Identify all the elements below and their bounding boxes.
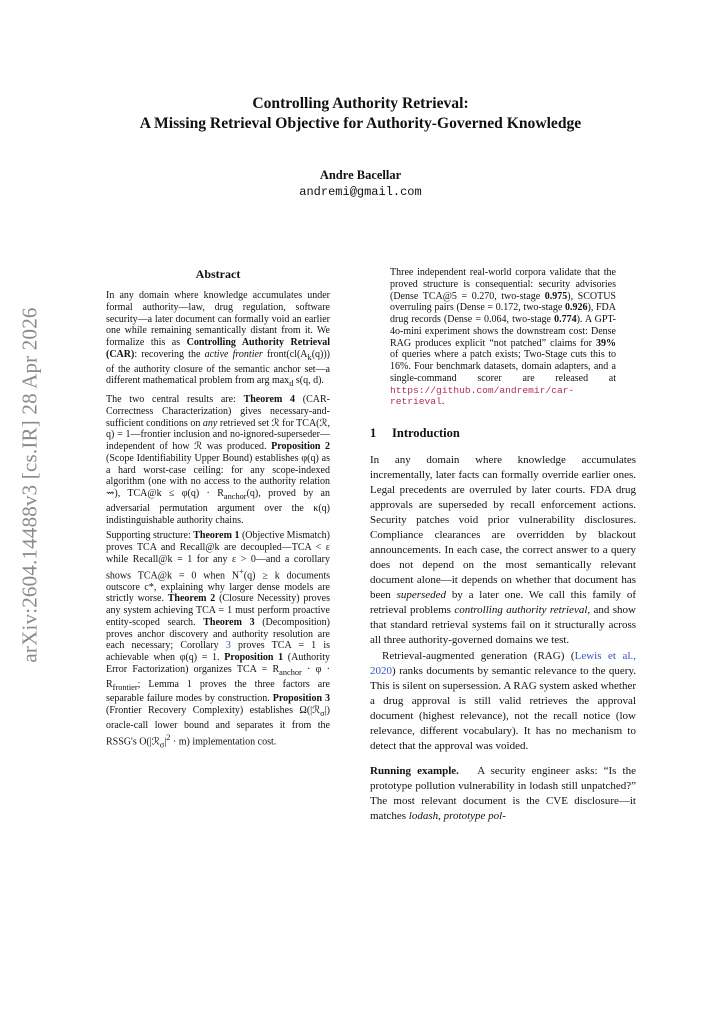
abstract-paragraph-4: Three independent real-world corpora validate that the proved structure is consequential: security advisories (Dense TCA@5 = 0.270, two-stage 0.975), SCOTUS overruling pairs (Dense = 0.172, two-stage 0.926), FDA drug records (Dense = 0.064, two-stage 0.774). A GPT-4o-mini experiment shows the downstream cost: Dense RAG produces explicit “not patched” claims for 39% of queries where a patch exists; Two-Stage cuts this to 16%. Four benchmark datasets, domain adapters, and a single-command scorer are released at https://github.com/andremir/car-retrieval. <box>390 267 616 408</box>
left-column <box>106 267 330 755</box>
title-line-2: A Missing Retrieval Objective for Authority-Governed Knowledge <box>139 115 582 132</box>
running-example-paragraph: Running example. A security engineer asks: “Is the prototype pollution vulnerability in lodash still unpatched?” The most relevant document is the CVE disclosure—it matches lodash, prototype pol- <box>370 765 636 822</box>
abstract-paragraph-1: In any domain where knowledge accumulates under formal authority—law, drug regulation, software security—a later document can formally void an earlier one while remaining semantically distant from it. We formalize this as Controlling Authority Retrieval (CAR): recovering the active frontier $front(cl(A_k(q)))$ of the authority closure of the semantic anchor set—a different mathematical problem from arg $\max_d s(q$, d). <box>106 290 331 389</box>
running-example-label: Running example. <box>370 765 459 777</box>
repository-link[interactable]: https://github.com/andremir/car-retrieval <box>390 384 575 408</box>
citation-lewis-2020[interactable]: Lewis et al., 2020 <box>370 650 636 677</box>
author-email: andremi@gmail.com <box>299 185 422 199</box>
arxiv-watermark <box>14 305 46 665</box>
intro-paragraph-1: In any domain where knowledge accumulates incrementally, later facts can formally override earlier ones. Legal precedents are overruled by later courts. FDA drug approvals are superseded by recall enforcement actions. Security patches void prior vulnerability disclosures. Compliance clearances are overridden by blackout announcements. In each case, the correct answer to a query does not depend on the most semantically relevant document alone—it depends on whether that document has been superseded by a later one. We call this family of retrieval problems controlling authority retrieval, and show that standard retrieval systems fail on it structurally across all three authority-governed domains we test. <box>370 454 637 646</box>
introduction-body <box>370 453 636 824</box>
corollary-link[interactable]: 3 <box>225 640 231 652</box>
intro-paragraph-2: Retrieval-augmented generation (RAG) (Lewis et al., 2020) ranks documents by semantic relevance to the query. This is silent on supersession. A RAG system asked whether a drug approval is still valid retrieves the approval document (highest relevance), not the recall notice (low relevance, different vocabulary). It has no mechanism to detect that the approval was voided. <box>370 650 636 752</box>
title-line-1: Controlling Authority Retrieval: <box>252 95 469 112</box>
section-number: 1 <box>370 426 377 440</box>
section-title: Introduction <box>392 426 460 440</box>
abstract-paragraph-3: Supporting structure: Theorem 1 (Objective Mismatch) proves TCA and Recall@k are decoupled—TCA < ε while Recall@k = 1 for any ε > 0—and a corollary shows TCA@k = 0 when N+(q) ≥ k documents outscore c*, explaining why larger dense models are strictly worse. Theorem 2 (Closure Necessity) proves any system achieving TCA = 1 must perform proactive entity-scoped search. Theorem 3 (Decomposition) proves anchor discovery and authority resolution are each necessary; Corollary 3 proves TCA = 1 is achievable when φ(q) = 1. Proposition 1 (Authority Error Factorization) organizes TCA = $R_{anchor} \cdot \varphi \cdot R_{frontier}$; Lemma 1 proves the three factors are separable failure modes by construction. Proposition 3 (Frontier Recovery Complexity) establishes Ω(|ℛ$_\sigma$|) oracle-call lower bound and separates it from the RSSG's $O(|ℛ_\sigma|^2 \cdot m)$ implementation cost. <box>106 530 331 749</box>
author-name: Andre Bacellar <box>319 168 402 182</box>
right-column <box>370 267 636 824</box>
section-heading-introduction <box>370 426 636 441</box>
arxiv-id: arXiv:2604.14488v3 [cs.IR] 28 Apr 2026 <box>17 307 42 663</box>
abstract-heading: Abstract <box>195 267 241 281</box>
abstract-paragraph-2: The two central results are: Theorem 4 (CAR-Correctness Characterization) gives necessary-and-sufficient conditions on any retrieved set ℛ for TCA(ℛ, q) = 1—frontier inclusion and no-ignored-superseder—independent of how ℛ was produced. Proposition 2 (Scope Identifiability Upper Bound) establishes φ(q) as a hard worst-case ceiling: for any scope-indexed algorithm (one with no access to the authority relation ⇝), TCA@k ≤ $\varphi(q) \cdot R_{anchor}(q)$, proved by an adversarial permutation argument over the κ(q) indistinguishable authority chains. <box>106 394 330 526</box>
paper-title <box>80 94 641 134</box>
abstract-continuation <box>390 267 616 408</box>
